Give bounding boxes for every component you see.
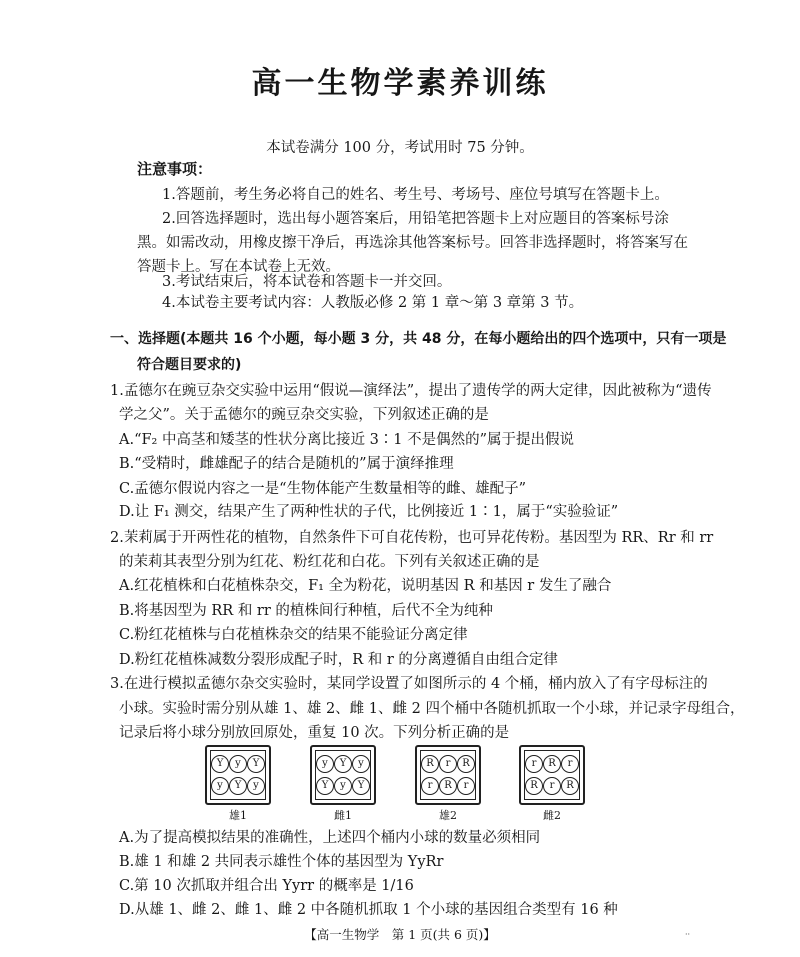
q3-option-b: B.雄 1 和雄 2 共同表示雄性个体的基因型为 YyRr: [119, 854, 444, 870]
corner-mark: ··: [685, 930, 691, 939]
q2-stem: 2.茉莉属于开两性花的植物，自然条件下可自花传粉，也可异花传粉。基因型为 RR、Rr 和 rr: [110, 530, 714, 546]
bucket-male-1: [205, 745, 271, 805]
q2-stem-cont: 的茉莉其表型分别为红花、粉红花和白花。下列有关叙述正确的是: [119, 554, 540, 570]
ball: r: [457, 777, 475, 795]
ball: R: [439, 777, 457, 795]
ball: R: [525, 777, 543, 795]
ball: y: [247, 777, 265, 795]
ball: y: [352, 755, 370, 773]
ball: Y: [316, 777, 334, 795]
bucket-label: 雌1: [334, 809, 352, 822]
exam-title: 高一生物学素养训练: [251, 66, 549, 101]
q1-option-a: A.“F₂ 中高茎和矮茎的性状分离比接近 3∶1 不是偶然的”属于提出假说: [119, 432, 575, 448]
notice-line-6: 4.本试卷主要考试内容：人教版必修 2 第 1 章～第 3 章第 3 节。: [162, 295, 584, 311]
q1-stem-cont: 学之父”。关于孟德尔的豌豆杂交实验，下列叙述正确的是: [119, 407, 489, 423]
exam-subtitle: 本试卷满分 100 分，考试用时 75 分钟。: [266, 140, 534, 156]
ball: r: [439, 755, 457, 773]
bucket-figure: [205, 745, 580, 823]
q2-option-c: C.粉红花植株与白花植株杂交的结果不能验证分离定律: [119, 627, 468, 643]
notice-line-4: 答题卡上。写在本试卷上无效。: [137, 259, 340, 275]
page-footer: 【高一生物学 第 1 页(共 6 页)】: [304, 927, 496, 942]
notice-line-5: 3.考试结束后，将本试卷和答题卡一并交回。: [162, 274, 452, 290]
q2-option-b: B.将基因型为 RR 和 rr 的植株间行种植，后代不全为纯种: [119, 603, 493, 619]
q1-option-c: C.孟德尔假说内容之一是“生物体能产生数量相等的雌、雄配子”: [119, 481, 527, 497]
q3-stem-cont-2: 记录后将小球分别放回原处，重复 10 次。下列分析正确的是: [119, 725, 510, 741]
ball: R: [561, 777, 579, 795]
section-heading: 一、选择题(本题共 16 个小题，每小题 3 分，共 48 分，在每小题给出的四个选项中，只有一项是: [110, 331, 727, 347]
q3-option-c: C.第 10 次抓取并组合出 Yyrr 的概率是 1/16: [119, 878, 414, 894]
ball: y: [211, 777, 229, 795]
q1-stem: 1.孟德尔在豌豆杂交实验中运用“假说—演绎法”，提出了遗传学的两大定律，因此被称为“遗传: [110, 383, 712, 399]
ball: Y: [229, 777, 247, 795]
ball: y: [334, 777, 352, 795]
q3-option-d: D.从雄 1、雌 2、雌 1、雌 2 中各随机抓取 1 个小球的基因组合类型有 16 种: [119, 902, 618, 918]
ball: R: [457, 755, 475, 773]
q1-option-b: B.“受精时，雌雄配子的结合是随机的”属于演绎推理: [119, 456, 454, 472]
notice-line-2: 2.回答选择题时，选出每小题答案后，用铅笔把答题卡上对应题目的答案标号涂: [162, 211, 669, 227]
section-heading-cont: 符合题目要求的): [137, 357, 242, 373]
ball: Y: [247, 755, 265, 773]
notice-line-1: 1.答题前，考生务必将自己的姓名、考生号、考场号、座位号填写在答题卡上。: [162, 187, 669, 203]
q1-option-d: D.让 F₁ 测交，结果产生了两种性状的子代，比例接近 1∶1，属于“实验验证”: [119, 504, 619, 520]
ball: Y: [334, 755, 352, 773]
ball: r: [543, 777, 561, 795]
bucket-label: 雄1: [229, 809, 247, 822]
ball: r: [525, 755, 543, 773]
bucket-female-1: [310, 745, 376, 805]
bucket-label: 雄2: [439, 809, 457, 822]
ball: r: [561, 755, 579, 773]
ball: Y: [352, 777, 370, 795]
q3-stem: 3.在进行模拟孟德尔杂交实验时，某同学设置了如图所示的 4 个桶，桶内放入了有字母标注的: [110, 676, 708, 692]
ball: y: [316, 755, 334, 773]
bucket-female-2: [519, 745, 585, 805]
bucket-male-2: [415, 745, 481, 805]
ball: r: [421, 777, 439, 795]
notice-line-3: 黑。如需改动，用橡皮擦干净后，再选涂其他答案标号。回答非选择题时，将答案写在: [137, 235, 688, 251]
ball: Y: [211, 755, 229, 773]
q3-option-a: A.为了提高模拟结果的准确性，上述四个桶内小球的数量必须相同: [119, 830, 541, 846]
q3-stem-cont: 小球。实验时需分别从雄 1、雄 2、雌 1、雌 2 四个桶中各随机抓取一个小球，并记录字母组合，: [119, 701, 745, 717]
q2-option-a: A.红花植株和白花植株杂交，F₁ 全为粉花，说明基因 R 和基因 r 发生了融合: [119, 578, 612, 594]
ball: R: [543, 755, 561, 773]
ball: y: [229, 755, 247, 773]
q2-option-d: D.粉红花植株减数分裂形成配子时，R 和 r 的分离遵循自由组合定律: [119, 652, 558, 668]
bucket-label: 雌2: [543, 809, 561, 822]
ball: R: [421, 755, 439, 773]
notice-heading: 注意事项：: [137, 160, 213, 178]
